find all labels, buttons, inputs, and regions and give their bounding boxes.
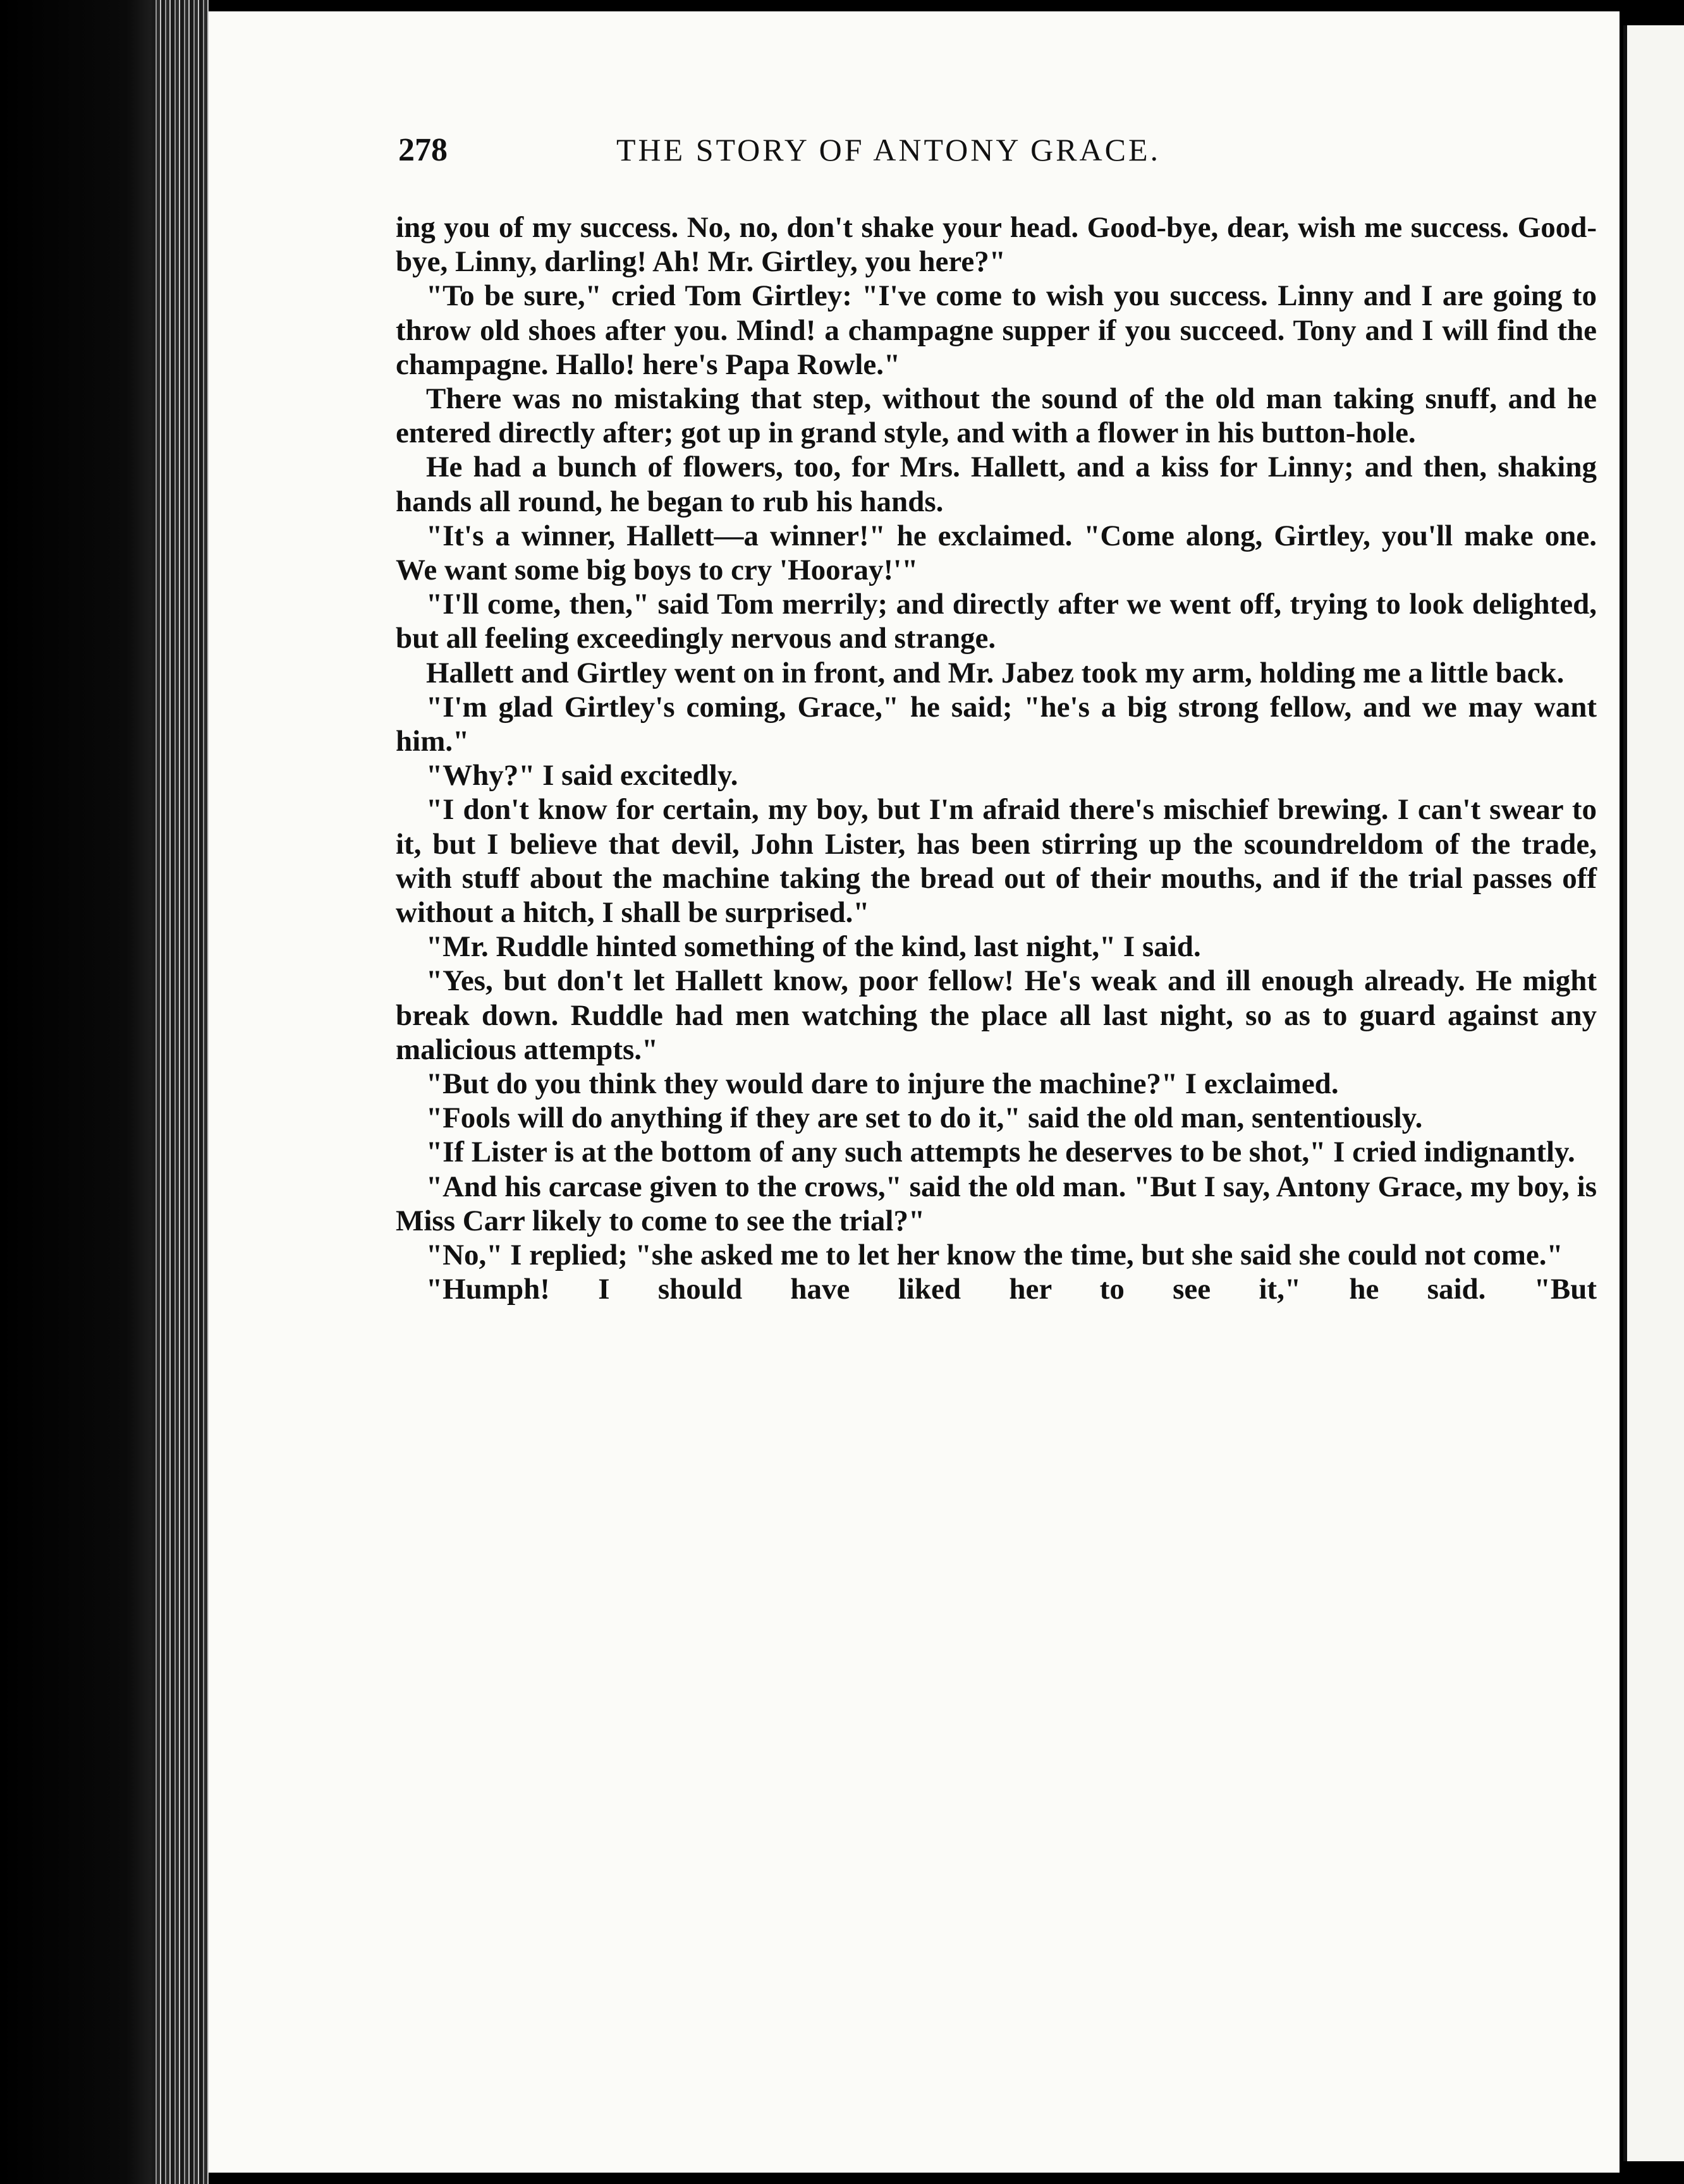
body-text (396, 210, 1597, 1307)
paragraph: "I'm glad Girtley's coming, Grace," he said; "he's a big strong fellow, and we may want him." (396, 690, 1597, 758)
paragraph: There was no mistaking that step, without the sound of the old man taking snuff, and he entered directly after; got up in grand style, and with a flower in his button-hole. (396, 382, 1597, 450)
paragraph: "Mr. Ruddle hinted something of the kind, last night," I said. (426, 930, 1201, 964)
page-edges (152, 0, 209, 2184)
facing-page-edge (1623, 25, 1684, 2161)
paragraph: He had a bunch of flowers, too, for Mrs. Hallett, and a kiss for Linny; and then, shaking hands all round, he began to rub his hands. (396, 451, 1597, 518)
paragraph: "And his carcase given to the crows," said the old man. "But I say, Antony Grace, my boy, is Miss Carr likely to come to see the trial?" (396, 1170, 1597, 1237)
paragraph: "Yes, but don't let Hallett know, poor fellow! He's weak and ill enough already. He might break down. Ruddle had men watching the place all last night, so as to guard against any malicious attempts." (396, 964, 1597, 1066)
book-page (209, 11, 1620, 2173)
paragraph: "But do you think they would dare to injure the machine?" I exclaimed. (426, 1067, 1339, 1101)
paragraph: "Why?" I said excitedly. (426, 759, 738, 792)
paragraph: "No," I replied; "she asked me to let her know the time, but she said she could not come." (426, 1239, 1563, 1272)
paragraph: "It's a winner, Hallett—a winner!" he exclaimed. "Come along, Girtley, you'll make one. We want some big boys to cry 'Hooray!'" (396, 519, 1597, 587)
paragraph: Hallett and Girtley went on in front, and Mr. Jabez took my arm, holding me a little back. (426, 656, 1565, 689)
page-number: 278 (398, 132, 448, 168)
paragraph: "To be sure," cried Tom Girtley: "I've come to wish you success. Linny and I are going to throw old shoes after you. Mind! a champagne supper if you succeed. Tony and I will find the champagne. Hallo! here's Papa Rowle." (396, 279, 1597, 381)
running-title: THE STORY OF ANTONY GRACE. (616, 132, 1161, 167)
paragraph: "Humph! I should have liked her to see it," he said. "But (426, 1273, 1597, 1306)
paragraph: "If Lister is at the bottom of any such attempts he deserves to be shot," I cried indignantly. (426, 1136, 1575, 1169)
paragraph: "I don't know for certain, my boy, but I'm afraid there's mischief brewing. I can't swear to it, but I believe that devil, John Lister, has been stirring up the scoundreldom of the trade, with stuff about the machine taking the bread out of their mouths, and if the trial passes off without a hitch, I shall be surprised." (396, 793, 1597, 930)
paragraph: ing you of my success. No, no, don't shake your head. Good-bye, dear, wish me success. Good-bye, Linny, darling! Ah! Mr. Girtley, you here?" (396, 211, 1597, 279)
page-header (398, 131, 1599, 182)
book-spine-shadow (0, 0, 158, 2184)
paragraph: "I'll come, then," said Tom merrily; and directly after we went off, trying to look delighted, but all feeling exceedingly nervous and strange. (396, 588, 1597, 655)
paragraph: "Fools will do anything if they are set to do it," said the old man, sententiously. (426, 1101, 1423, 1135)
